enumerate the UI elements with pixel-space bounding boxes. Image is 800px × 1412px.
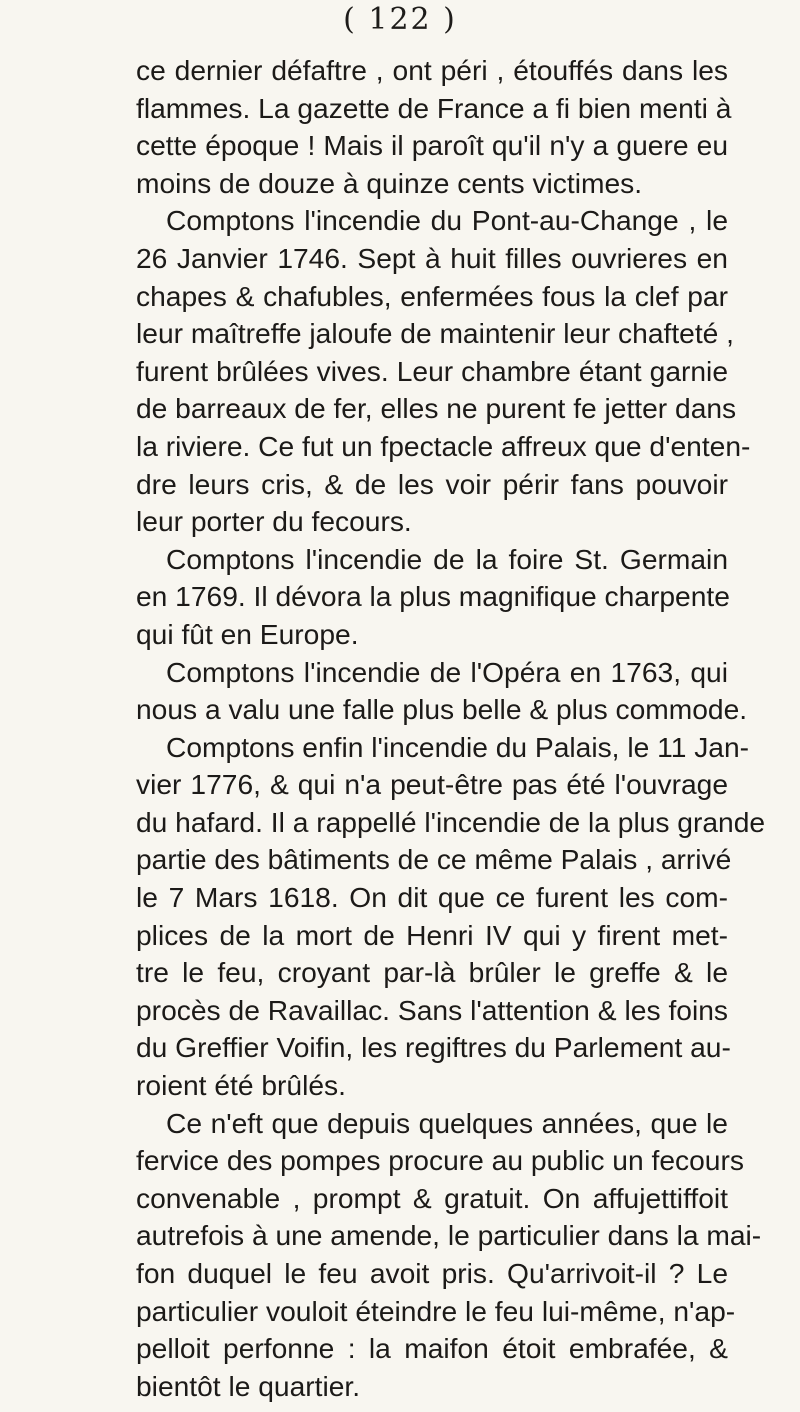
text-line: 26 Janvier 1746. Sept à huit filles ouvrieres en: [136, 241, 728, 274]
text-line: procès de Ravaillac. Sans l'attention & les foins: [136, 993, 728, 1026]
text-line: cette époque ! Mais il paroît qu'il n'y a guere eu: [136, 129, 728, 162]
text-line: qui fût en Europe.: [136, 617, 359, 650]
page-number: ( 122 ): [343, 2, 457, 37]
text-line: convenable , prompt & gratuit. On affujettiffoit: [136, 1181, 728, 1214]
text-line: chapes & chafubles, enfermées fous la clef par: [136, 279, 728, 312]
text-line: pelloit perfonne : la maifon étoit embrafée, &: [136, 1332, 728, 1365]
text-line: en 1769. Il dévora la plus magnifique charpente: [136, 580, 730, 613]
text-line: du hafard. Il a rappellé l'incendie de la plus grande: [136, 805, 766, 838]
text-line: tre le feu, croyant par-là brûler le greffe & le: [136, 956, 728, 989]
text-line: flammes. La gazette de France a fi bien menti à: [136, 91, 732, 124]
text-line: fervice des pompes procure au public un fecours: [136, 1144, 744, 1177]
text-line: ce dernier défaftre , ont péri , étouffés dans les: [136, 54, 728, 86]
text-line: leur maîtreffe jaloufe de maintenir leur chafteté ,: [136, 317, 735, 350]
text-line: le 7 Mars 1618. On dit que ce furent les com-: [136, 881, 728, 914]
body-text: [136, 52, 766, 1405]
text-line: Comptons enfin l'incendie du Palais, le 11 Jan-: [166, 730, 750, 763]
text-line: autrefois à une amende, le particulier dans la mai-: [136, 1219, 762, 1252]
text-line: Comptons l'incendie du Pont-au-Change , le: [166, 204, 728, 237]
text-line: plices de la mort de Henri IV qui y firent met-: [136, 918, 728, 951]
text-line: roient été brûlés.: [136, 1069, 346, 1102]
text-line: partie des bâtiments de ce même Palais , arrivé: [136, 843, 732, 876]
text-line: Comptons l'incendie de l'Opéra en 1763, qui: [166, 655, 728, 688]
text-line: particulier vouloit éteindre le feu lui-même, n'ap-: [136, 1294, 736, 1327]
text-line: Ce n'eft que depuis quelques années, que le: [166, 1106, 728, 1139]
text-line: leur porter du fecours.: [136, 505, 412, 538]
text-line: fon duquel le feu avoit pris. Qu'arrivoit-il ? Le: [136, 1257, 728, 1289]
text-line: bientôt le quartier.: [136, 1369, 361, 1402]
text-line: vier 1776, & qui n'a peut-être pas été l'ouvrage: [136, 768, 728, 801]
text-line: nous a valu une falle plus belle & plus commode.: [136, 693, 748, 726]
text-line: de barreaux de fer, elles ne purent fe jetter dans: [136, 392, 737, 425]
text-line: dre leurs cris, & de les voir périr fans pouvoir: [136, 467, 728, 500]
text-line: Comptons l'incendie de la foire St. Germain: [166, 542, 728, 575]
text-line: la riviere. Ce fut un fpectacle affreux que d'enten-: [136, 429, 751, 462]
text-line: du Greffier Voifin, les regiftres du Parlement au-: [136, 1031, 731, 1064]
text-line: furent brûlées vives. Leur chambre étant garnie: [136, 354, 728, 387]
text-line: moins de douze à quinze cents victimes.: [136, 166, 643, 199]
